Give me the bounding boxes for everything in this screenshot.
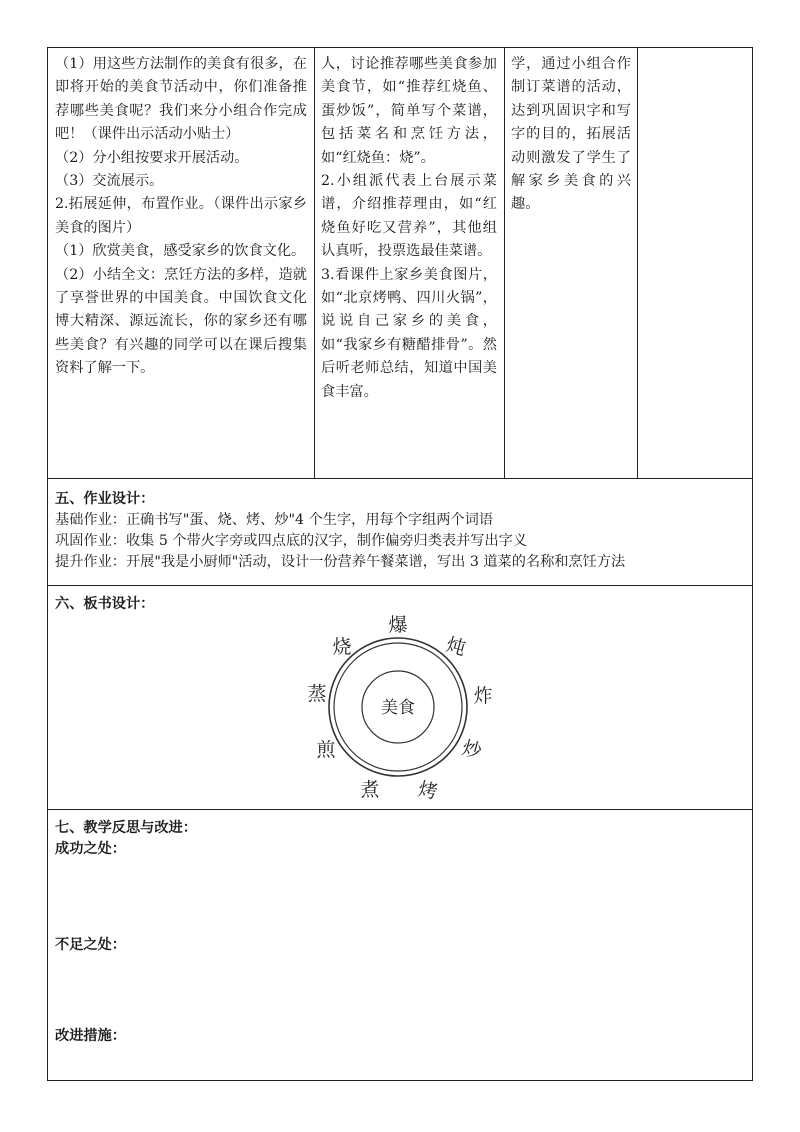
ring-char: 煎: [316, 739, 336, 761]
improve-block: [55, 1026, 455, 1047]
shortfall-label: 不足之处：: [55, 937, 126, 953]
activity-para: （2）分小组按要求开展活动。: [55, 149, 249, 166]
ring-char: 炖: [443, 633, 468, 661]
board-heading: 六、板书设计：: [55, 596, 155, 612]
student-activity-cell: [321, 53, 497, 404]
col-divider-3: [637, 47, 638, 478]
teacher-activity-cell: [55, 53, 307, 381]
homework-heading: 五、作业设计：: [55, 491, 155, 507]
ring-char: 烤: [416, 778, 440, 804]
table-border-left: [47, 47, 48, 1081]
design-intent-cell: [511, 53, 631, 217]
activity-para: （1）欣赏美食，感受家乡的饮食文化。: [55, 243, 306, 260]
reflection-section: [55, 818, 455, 860]
table-border-right: [752, 47, 753, 1081]
student-para: 人，讨论推荐哪些美食参加美食节，如“推荐红烧鱼、蛋炒饭”，简单写个菜谱，包括菜名和烹饪方法，如“红烧鱼：烧”。: [321, 56, 497, 166]
ring-char: 炒: [459, 736, 484, 764]
ring-char: 炸: [473, 685, 493, 707]
center-label: 美食: [381, 698, 415, 718]
row-divider-2: [47, 585, 753, 586]
row-divider-1: [47, 478, 753, 479]
homework-line: 基础作业：正确书写"蛋、烧、烤、炒"4 个生字，用每个字组两个词语: [55, 512, 494, 528]
table-border-bottom: [47, 1080, 753, 1081]
activity-para: 2.拓展延伸，布置作业。（课件出示家乡美食的图片）: [55, 196, 307, 236]
reflection-heading: 七、教学反思与改进：: [55, 820, 197, 836]
success-label: 成功之处：: [55, 841, 126, 857]
ring-char: 煮: [360, 779, 380, 801]
board-section: [55, 594, 355, 615]
activity-para: （2）小结全文：烹饪方法的多样，造就了享誉世界的中国美食。中国饮食文化博大精深、源远流长，你的家乡还有哪些美食？有兴趣的同学可以在课后搜集资料了解一下。: [55, 266, 307, 377]
ring-char: 蒸: [307, 683, 327, 705]
shortfall-block: [55, 935, 455, 956]
col-divider-2: [504, 47, 505, 478]
ring-char: 爆: [388, 614, 408, 636]
outer-ring: [329, 638, 467, 776]
homework-section: [55, 489, 745, 573]
homework-line: 巩固作业：收集 5 个带火字旁或四点底的汉字，制作偏旁归类表并写出字义: [55, 533, 528, 549]
ring-char: 烧: [332, 636, 352, 658]
activity-para: （3）交流展示。: [55, 173, 164, 190]
student-para: 3.看课件上家乡美食图片，如“北京烤鸭、四川火锅”，说说自己家乡的美食，如“我家乡有糖醋排骨”。然后听老师总结，知道中国美食丰富。: [321, 266, 497, 400]
activity-para: （1）用这些方法制作的美食有很多，在即将开始的美食节活动中，你们准备推荐哪些美食呢？我们来分小组合作完成吧！（课件出示活动小贴士）: [55, 56, 307, 143]
student-para: 2.小组派代表上台展示菜谱，介绍推荐理由，如“红烧鱼好吃又营养”，其他组认真听，投票选最佳菜谱。: [321, 173, 497, 260]
row-divider-3: [47, 809, 753, 810]
inner-ring: [334, 643, 462, 771]
center-circle: [362, 671, 434, 743]
table-border-top: [47, 47, 753, 48]
intent-para: 学，通过小组合作制订菜谱的活动，达到巩固识字和写字的目的，拓展活动则激发了学生了解家乡美食的兴趣。: [511, 56, 631, 213]
improve-label: 改进措施：: [55, 1028, 126, 1044]
col-divider-1: [314, 47, 315, 478]
homework-line: 提升作业：开展"我是小厨师"活动，设计一份营养午餐菜谱，写出 3 道菜的名称和烹饪方法: [55, 554, 626, 570]
